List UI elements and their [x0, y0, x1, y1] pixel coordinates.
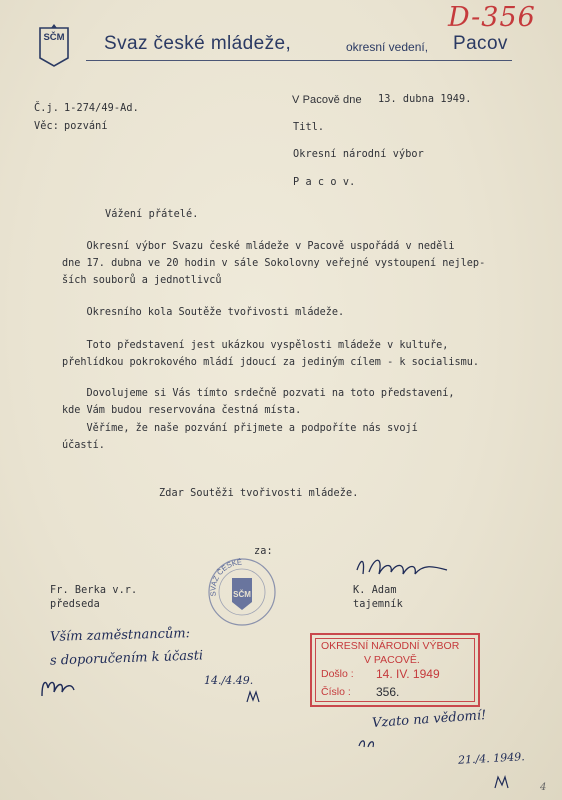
handwritten-initials-right: [356, 736, 378, 752]
place-date-prefix: V Pacově dne: [292, 94, 362, 106]
handwritten-acknowledgement: Vzato na vědomí!: [371, 708, 487, 731]
subject-label: Věc:: [34, 121, 59, 132]
letterhead-rule: [86, 60, 512, 61]
received-stamp-office: OKRESNÍ NÁRODNÍ VÝBOR: [321, 640, 460, 652]
received-stamp-date-label: Došlo :: [321, 668, 354, 680]
chairman-role: předseda: [50, 599, 100, 610]
za-label: za:: [254, 546, 273, 557]
secretary-role: tajemník: [353, 599, 403, 610]
logo-letters: SČM: [43, 32, 65, 43]
handwritten-initials-left: [38, 674, 78, 700]
paragraph-1: Okresní výbor Svazu české mládeže v Pacově uspořádá v neděli dne 17. dubna ve 20 hodin v sále Sokolovny veřejné vystoupení nejlep- ších souborů a jednotlivců: [62, 241, 486, 286]
handwritten-note-line1: Vším zaměstnancům:: [49, 626, 191, 645]
chairman-name: Fr. Berka v.r.: [50, 585, 138, 596]
received-stamp-number-label: Číslo :: [321, 686, 351, 698]
closing-line: Zdar Soutěži tvořivosti mládeže.: [159, 488, 359, 499]
addressee-name: Okresní národní výbor: [293, 149, 424, 160]
received-stamp-date: 14. IV. 1949: [376, 667, 440, 681]
received-stamp-town: V PACOVĚ.: [364, 654, 420, 666]
letterhead-organization: Svaz české mládeže,: [104, 33, 292, 54]
letter-date: 13. dubna 1949.: [378, 94, 472, 105]
reference-value: 1-274/49-Ad.: [64, 103, 139, 114]
round-stamp: [206, 556, 278, 628]
reference-label: Č.j.: [34, 103, 59, 114]
handwritten-note-line2: s doporučením k účasti: [49, 648, 204, 669]
paragraph-4: Dovolujeme si Vás tímto srdečně pozvati na toto představení, kde Vám budou reservována čestná místa.: [62, 388, 455, 416]
handwritten-acknowledgement-date: 21./4. 1949.: [457, 750, 525, 767]
paragraph-5: Věříme, že naše pozvání přijmete a podpoříte nás svojí účastí.: [62, 423, 418, 451]
secretary-signature: [353, 552, 453, 582]
addressee-town: P a c o v.: [293, 177, 356, 188]
received-stamp: [310, 633, 480, 707]
organization-logo: [36, 24, 72, 68]
subject-value: pozvání: [64, 121, 108, 132]
letterhead-town: Pacov: [453, 33, 508, 54]
handwritten-initial-right-date: [492, 772, 512, 792]
handwritten-note-date: 14./4.49.: [204, 674, 254, 687]
handwritten-initial-date: [244, 688, 262, 706]
addressee-title: Titl.: [293, 122, 325, 133]
round-stamp-text: SVAZ ČESKÉ: [208, 557, 243, 597]
page-number: 4: [540, 782, 547, 793]
letterhead-branch: okresní vedení,: [346, 40, 429, 54]
received-stamp-number: 356.: [376, 685, 400, 699]
secretary-name: K. Adam: [353, 585, 397, 596]
paragraph-3: Toto představení jest ukázkou vyspělosti mládeže v kultuře, přehlídkou pokrokového mládí jdoucí za jediným cílem - k socialismu.: [62, 340, 480, 368]
archive-reference: D-356: [448, 2, 536, 33]
round-stamp-emblem: SČM: [233, 590, 251, 599]
salutation: Vážení přátelé.: [105, 209, 199, 220]
paragraph-2: Okresního kola Soutěže tvořivosti mládeže.: [62, 307, 345, 318]
